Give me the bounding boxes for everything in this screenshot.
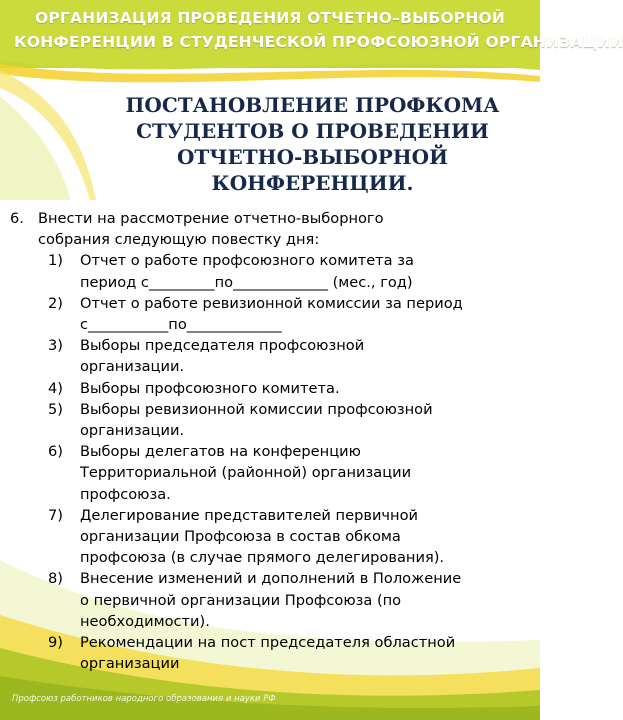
list-item-line: организации. bbox=[80, 358, 185, 376]
title-line-3: ОТЧЕТНО-ВЫБОРНОЙ bbox=[176, 145, 448, 169]
list-item-line: о первичной организации Профсоюза (по bbox=[80, 591, 402, 609]
list-item-line: Выборы ревизионной комиссии профсоюзной bbox=[80, 400, 433, 418]
list-item-line: профсоюза (в случае прямого делегирования). bbox=[80, 549, 445, 567]
list-item-line: организации Профсоюза в состав обкома bbox=[80, 528, 401, 546]
list-item-line: Рекомендации на пост председателя областной bbox=[80, 634, 456, 652]
list-item bbox=[10, 378, 530, 399]
page-title bbox=[100, 92, 525, 196]
list-item-number: 8) bbox=[48, 570, 63, 588]
intro-line-2: собрания следующую повестку дня: bbox=[38, 231, 320, 249]
list-item-number: 1) bbox=[48, 252, 63, 270]
header-line-2: КОНФЕРЕНЦИИ В СТУДЕНЧЕСКОЙ ПРОФСОЮЗНОЙ ОРГАНИЗАЦИИ bbox=[14, 33, 623, 51]
list-item-number: 2) bbox=[48, 294, 63, 312]
title-line-1: ПОСТАНОВЛЕНИЕ ПРОФКОМА bbox=[125, 93, 500, 117]
list-item-number: 3) bbox=[48, 337, 63, 355]
footer-text: Профсоюз работников народного образования и науки РФ bbox=[12, 694, 276, 704]
list-item-line: Внесение изменений и дополнений в Положение bbox=[80, 570, 462, 588]
title-line-2: СТУДЕНТОВ О ПРОВЕДЕНИИ bbox=[136, 119, 489, 143]
intro-line-1: Внести на рассмотрение отчетно-выборного bbox=[38, 210, 384, 227]
list-item-line: период с_________по_____________ (мес., год) bbox=[80, 273, 413, 291]
list-item-line: Отчет о работе профсоюзного комитета за bbox=[80, 252, 414, 270]
list-item-number: 7) bbox=[48, 506, 63, 524]
list-item-number: 9) bbox=[48, 634, 63, 652]
agenda-list bbox=[10, 250, 530, 674]
slide-header bbox=[14, 6, 623, 58]
list-item-number: 6) bbox=[48, 443, 63, 461]
list-item bbox=[10, 441, 530, 505]
list-item-line: с___________по_____________ bbox=[80, 316, 282, 334]
list-item-line: Выборы делегатов на конференцию bbox=[80, 443, 361, 461]
list-item-number: 5) bbox=[48, 400, 63, 418]
header-line-1: ОРГАНИЗАЦИЯ ПРОВЕДЕНИЯ ОТЧЕТНО–ВЫБОРНОЙ bbox=[34, 9, 506, 27]
list-item bbox=[10, 632, 530, 674]
list-item bbox=[10, 335, 530, 377]
list-item bbox=[10, 568, 530, 632]
list-item bbox=[10, 293, 530, 335]
list-item-line: Отчет о работе ревизионной комиссии за период bbox=[80, 294, 463, 312]
agenda-content bbox=[10, 208, 530, 674]
list-item-line: Выборы председателя профсоюзной bbox=[80, 337, 365, 355]
item-number: 6. bbox=[10, 210, 24, 227]
agenda-intro bbox=[10, 208, 530, 250]
list-item-line: организации. bbox=[80, 422, 185, 440]
list-item bbox=[10, 505, 530, 569]
list-item bbox=[10, 250, 530, 292]
list-item-line: Выборы профсоюзного комитета. bbox=[80, 379, 340, 397]
list-item-line: организации bbox=[80, 655, 180, 673]
list-item-line: Делегирование представителей первичной bbox=[80, 506, 419, 524]
list-item-number: 4) bbox=[48, 379, 63, 397]
title-line-4: КОНФЕРЕНЦИИ. bbox=[211, 171, 414, 195]
list-item-line: профсоюза. bbox=[80, 485, 171, 503]
list-item-line: Территориальной (районной) организации bbox=[80, 464, 412, 482]
list-item-line: необходимости). bbox=[80, 612, 210, 630]
list-item bbox=[10, 399, 530, 441]
